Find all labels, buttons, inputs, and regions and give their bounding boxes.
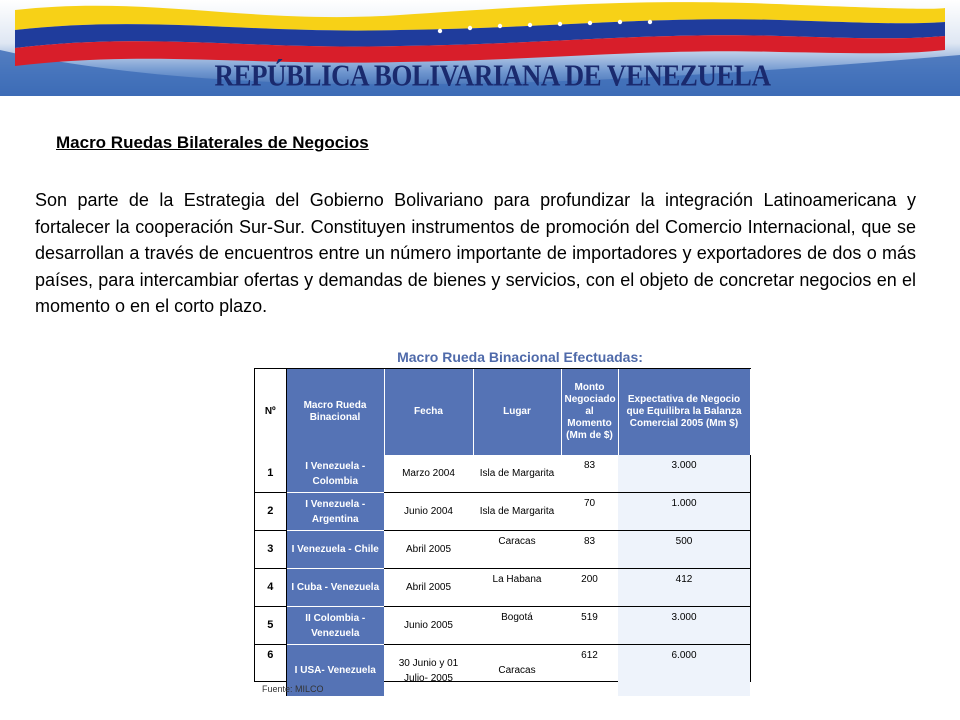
col-header-expectativa: Expectativa de Negocio que Equilibra la Balanza Comercial 2005 (Mm $) [618, 369, 750, 455]
header-banner [0, 0, 960, 96]
row-number: 1 [255, 455, 286, 493]
table-row [255, 645, 750, 697]
col-header-monto: Monto Negociado al Momento (Mm de $) [561, 369, 618, 455]
row-number: 6 [255, 645, 286, 697]
table-row [255, 531, 750, 569]
intro-paragraph: Son parte de la Estrategia del Gobierno Bolivariano para profundizar la integración Latinoamericana y fortalecer la cooperación Sur-Sur. Constituyen instrumentos de promoción del Comercio Internacional, que se desarrollan a través de encuentros entre un número importante de importadores y exportadores de dos o más países, para intercambiar ofertas y demandas de bienes y servicios, con el objeto de concretar negocios en el momento o en el corto plazo. [35, 190, 916, 316]
row-expectation: 3.000 [618, 455, 750, 493]
row-expectation: 3.000 [618, 607, 750, 645]
row-name: I Cuba - Venezuela [286, 569, 384, 607]
row-place: Isla de Margarita [473, 455, 561, 493]
table-row [255, 569, 750, 607]
row-date: Abril 2005 [384, 531, 473, 569]
row-date: Junio 2004 [384, 493, 473, 531]
row-date: Abril 2005 [384, 569, 473, 607]
row-date: Junio 2005 [384, 607, 473, 645]
row-name: I USA- Venezuela [286, 645, 384, 697]
row-expectation: 1.000 [618, 493, 750, 531]
row-amount: 70 [561, 493, 618, 531]
macro-rueda-table [254, 368, 751, 682]
table-header-row [255, 369, 750, 455]
table-title: Macro Rueda Binacional Efectuadas: [397, 349, 643, 365]
row-number: 3 [255, 531, 286, 569]
section-heading: Macro Ruedas Bilaterales de Negocios [56, 133, 369, 152]
row-place: Caracas [473, 531, 561, 569]
table-row [255, 455, 750, 493]
row-expectation: 500 [618, 531, 750, 569]
col-header-number: Nº [255, 369, 286, 455]
row-place: Isla de Margarita [473, 493, 561, 531]
table-row [255, 493, 750, 531]
country-title: REPÚBLICA BOLIVARIANA DE VENEZUELA [214, 57, 771, 93]
row-number: 5 [255, 607, 286, 645]
row-expectation: 6.000 [618, 645, 750, 697]
row-place: La Habana [473, 569, 561, 607]
table-source: Fuente: MILCO [262, 684, 324, 694]
row-place: Caracas [498, 665, 536, 676]
row-amount: 83 [561, 455, 618, 493]
row-expectation: 412 [618, 569, 750, 607]
row-amount: 200 [561, 569, 618, 607]
row-amount: 519 [561, 607, 618, 645]
row-date: Marzo 2004 [384, 455, 473, 493]
row-number: 2 [255, 493, 286, 531]
row-place: Bogotá [473, 607, 561, 645]
table-row [255, 607, 750, 645]
row-name: II Colombia - Venezuela [286, 607, 384, 645]
row-name: I Venezuela - Argentina [286, 493, 384, 531]
row-number: 4 [255, 569, 286, 607]
row-amount: 612 [581, 650, 598, 661]
row-name: I Venezuela - Chile [286, 531, 384, 569]
row-amount: 83 [561, 531, 618, 569]
row-date: 30 Junio y 01 Julio- 2005 [398, 657, 459, 684]
col-header-fecha: Fecha [384, 369, 473, 455]
col-header-macro-rueda: Macro Rueda Binacional [286, 369, 384, 455]
col-header-lugar: Lugar [473, 369, 561, 455]
row-name: I Venezuela - Colombia [286, 455, 384, 493]
